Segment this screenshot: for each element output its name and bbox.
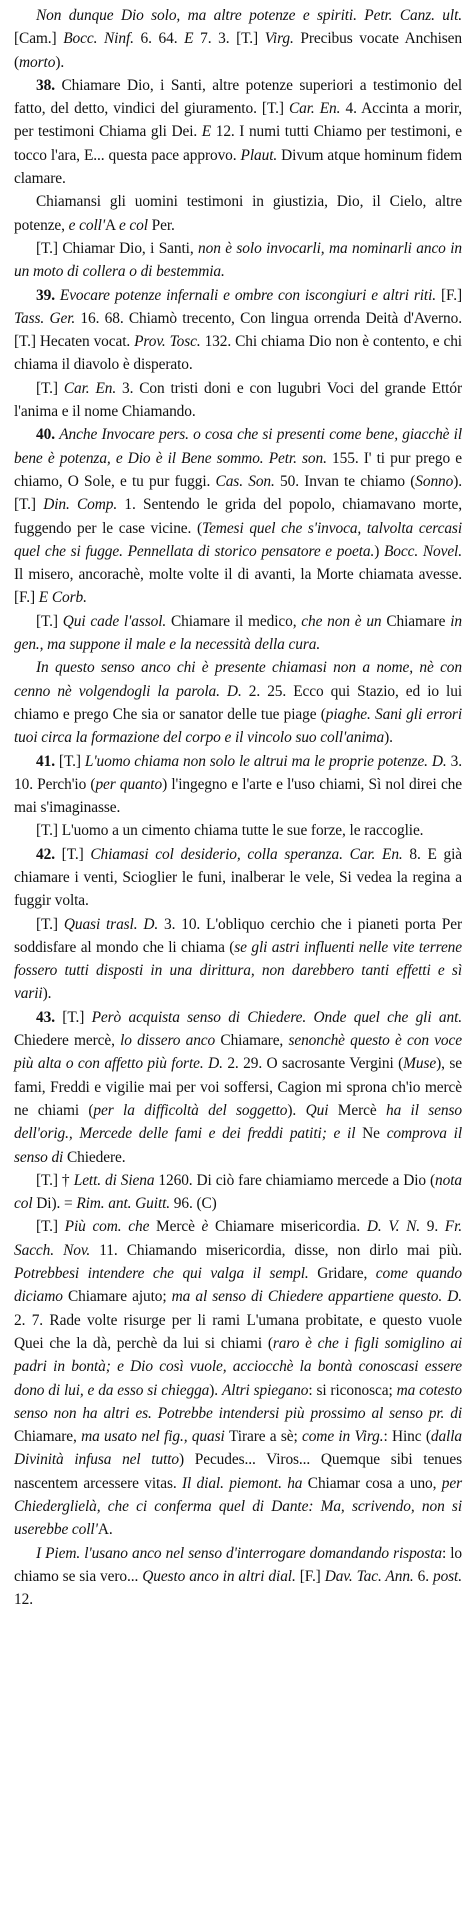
sense-number: 40. bbox=[36, 426, 60, 444]
entry-paragraph-p42 bbox=[14, 843, 462, 913]
text-run: 12. I numi tutti Chiamo per testimoni, e tocco l'ara, E... questa pace approvo. bbox=[14, 123, 462, 164]
text-run: se gli astri influenti nelle vite terrene fossero tutti disposti in una dirittura, non darebbero tanti effetti e sì varii bbox=[14, 938, 462, 1003]
text-run: Muse bbox=[403, 1055, 437, 1073]
text-run: Divum atque hominum fidem clamare. bbox=[14, 146, 462, 188]
text-run: Fr. Sacch. Nov. bbox=[14, 1218, 462, 1259]
text-run: 7. 3. [T.] bbox=[200, 30, 265, 48]
text-run: ha il senso dell'orig., bbox=[14, 1101, 462, 1143]
text-run: Tass. Ger. bbox=[14, 309, 81, 327]
text-run: per quanto bbox=[95, 775, 163, 793]
text-run: come in Virg. bbox=[301, 1428, 384, 1446]
text-run: E bbox=[201, 123, 216, 141]
text-run: e coll' bbox=[68, 216, 106, 234]
text-run: Potrebbesi intendere che qui valga il sempl. bbox=[14, 1265, 318, 1283]
text-run: [T.] bbox=[36, 379, 64, 397]
entry-paragraph-p38b bbox=[14, 190, 462, 237]
text-run: l'usano anco nel senso d'interrogare domandando risposta bbox=[84, 1544, 442, 1562]
text-run: che non è un bbox=[301, 612, 387, 630]
text-run: 9. bbox=[426, 1218, 445, 1236]
text-run: Gridare, bbox=[317, 1265, 376, 1283]
text-run: Però acquista senso di Chiedere. Onde quel che gli ant. bbox=[91, 1008, 462, 1026]
entry-paragraph-p42b bbox=[14, 913, 462, 1006]
text-run: 6. 64. bbox=[140, 30, 185, 48]
text-run: Di). = bbox=[36, 1195, 77, 1213]
text-run: 132. Chi chiama Dio non è contento, e chi chiama il diavolo è disperato. bbox=[14, 333, 462, 374]
text-run: Rim. ant. Guitt. bbox=[76, 1195, 174, 1213]
text-run: Chiamare bbox=[386, 612, 451, 630]
text-run: [T.] Chiamar Dio, i Santi, bbox=[36, 239, 199, 257]
text-run: 16. 68. Chiamò trecento, Con lingua orrenda Deità d'Averno. [T.] Hecaten vocat. bbox=[14, 309, 462, 351]
entry-paragraph-p39b bbox=[14, 377, 462, 424]
text-run: Plaut. bbox=[240, 146, 282, 164]
text-run: post. bbox=[432, 1567, 462, 1585]
text-run: Car. En. bbox=[288, 100, 346, 118]
text-run: 50. Invan te chiamo ( bbox=[280, 472, 416, 490]
entry-paragraph-p43d bbox=[14, 1542, 462, 1612]
text-run: 2. 25. Ecco qui Stazio, ed io lui chiamo e prego Che sia or sanator delle tue piage ( bbox=[14, 682, 463, 723]
text-run: : lo chiamo se sia vero... bbox=[14, 1544, 462, 1585]
text-run: 1260. Di ciò fare chiamiamo mercede a Dio ( bbox=[158, 1171, 436, 1189]
text-run: ). bbox=[384, 729, 393, 747]
text-run: 155. I' ti pur prego e chiamo, O Sole, e tu pur fuggi. bbox=[14, 449, 463, 490]
text-run: Chiamare, bbox=[220, 1032, 289, 1050]
text-run: Prov. Tosc. bbox=[134, 333, 205, 351]
text-run: e col bbox=[118, 216, 152, 234]
text-run: 12. bbox=[14, 1591, 33, 1609]
text-run: Chiamare Dio, i Santi, altre potenze superiori a testimonio del fatto, del detto, vindici del giuramento. [T.] bbox=[14, 76, 462, 118]
text-run: Ne bbox=[362, 1125, 387, 1143]
text-run: Questo anco in altri dial. bbox=[142, 1567, 300, 1585]
text-run: non è solo invocarli, ma nominarli anco in un moto di collera o di bestemmia. bbox=[14, 239, 462, 281]
text-run: ma al senso di Chiedere appartiene questo. D. bbox=[171, 1288, 462, 1306]
text-run: 6. bbox=[417, 1567, 433, 1585]
text-run: Mercede delle fami e dei freddi patiti; e il bbox=[79, 1125, 363, 1143]
text-run: 2. 29. O sacrosante Vergini ( bbox=[227, 1055, 404, 1073]
text-run: Car. En. bbox=[63, 379, 122, 397]
text-run: A. bbox=[97, 1521, 113, 1539]
text-run: Bocc. Ninf. bbox=[63, 30, 141, 48]
entry-paragraph-p0 bbox=[14, 4, 462, 74]
text-run: in gen., ma suppone il male e la necessità della cura. bbox=[14, 612, 462, 654]
text-run: Virg. bbox=[264, 30, 301, 48]
text-run: Dav. Tac. Ann. bbox=[324, 1567, 418, 1585]
text-run: lo dissero anco bbox=[120, 1032, 221, 1050]
text-run: [T.] † bbox=[36, 1171, 74, 1189]
text-run: Temesi quel che s'invoca, talvolta cercasi quel che si fugge. Pennellata di storico pensatore e poeta. bbox=[14, 519, 462, 560]
text-run: : Hinc ( bbox=[383, 1428, 431, 1446]
text-run: [Cam.] bbox=[14, 30, 64, 48]
text-run: 3. 10. Perch'io ( bbox=[14, 752, 462, 793]
text-run: morto bbox=[19, 53, 56, 71]
text-run: ma usato nel fig., quasi bbox=[81, 1428, 230, 1446]
text-run: Din. Comp. bbox=[43, 496, 125, 514]
text-run: Chiamare il medico, bbox=[170, 612, 302, 630]
text-run: Il dial. piemont. ha bbox=[181, 1474, 308, 1492]
entry-paragraph-p38c bbox=[14, 237, 462, 284]
entry-paragraph-p40c bbox=[14, 656, 462, 749]
text-run: raro è che i figli somiglino ai padri in bontà; e Dio così vuole, acciocchè la bontà conoscasi essere dono di lui, e da esso si chiegga bbox=[14, 1334, 463, 1399]
text-run: ). bbox=[209, 1381, 222, 1399]
text-run: senonchè questo è con voce più alta o con affetto più forte. D. bbox=[14, 1032, 462, 1073]
text-run: ). [T.] bbox=[14, 472, 463, 514]
text-run: nota col bbox=[14, 1171, 462, 1213]
entry-paragraph-p40 bbox=[14, 423, 462, 609]
text-run: 96. (C) bbox=[173, 1195, 217, 1213]
text-run: per la difficoltà del soggetto bbox=[93, 1101, 288, 1119]
text-run: Cas. Son. bbox=[215, 472, 281, 490]
text-run: 3. 10. L'obliquo cerchio che i pianeti porta Per soddisfare al mondo che li chiama ( bbox=[14, 915, 462, 956]
text-run: L'uomo chiama non solo le altrui ma le proprie potenze. D. bbox=[84, 752, 451, 770]
text-run: Chiamare misericordia. bbox=[214, 1218, 367, 1236]
text-run: 1. Sentendo le grida del popolo, chiamavano morte, fuggendo per le case vicine. ( bbox=[14, 496, 462, 537]
text-run: Chiedere mercè, bbox=[14, 1032, 121, 1050]
text-run: 3. Con tristi doni e con lugubri Voci del grande Ettór l'anima e il nome Chiamando. bbox=[14, 379, 462, 421]
text-run: [T.] L'uomo a un cimento chiama tutte le sue forze, le raccoglie. bbox=[36, 822, 424, 840]
text-run: ). bbox=[55, 53, 65, 71]
text-run: ) bbox=[374, 542, 384, 560]
text-run: [F.] bbox=[440, 286, 463, 304]
text-run: ma cotesto senso non ha altri es. Potrebbe intendersi più prossimo al senso pr. di bbox=[14, 1381, 462, 1422]
text-run: Chiamar cosa a uno, bbox=[307, 1474, 442, 1492]
text-run: [T.] bbox=[62, 1008, 92, 1026]
entry-paragraph-p41 bbox=[14, 750, 462, 820]
text-run: Chiamansi gli uomini testimoni in giustizia, Dio, il Cielo, altre potenze, bbox=[14, 193, 462, 234]
text-run: Più com. che bbox=[64, 1218, 156, 1236]
text-run: Chiamasi col desiderio, colla speranza. Car. En. bbox=[90, 845, 410, 863]
sense-number: 41. bbox=[36, 752, 59, 770]
text-run: 11. Chiamando misericordia, disse, non dirlo mai più. bbox=[99, 1241, 463, 1259]
text-run: [T.] bbox=[58, 752, 85, 770]
text-run: In questo senso anco chi è presente chiamasi non a nome, nè con cenno nè volgendogli la parola. D. bbox=[14, 659, 462, 700]
text-run: Evocare potenze infernali e ombre con iscongiuri e altri riti. bbox=[59, 286, 441, 304]
text-run: dalla Divinità infusa nel tutto bbox=[14, 1428, 462, 1469]
text-run: 8. E già chiamare i venti, Scioglier le funi, inalberar le vele, Si vedea la regina a fuggir volta. bbox=[14, 845, 462, 910]
text-run: Quasi trasl. D. bbox=[63, 915, 164, 933]
text-run: 2. 7. Rade volte risurge per li rami L'umana probitate, e questo vuole Quei che la dà, perchè da lui si chiami ( bbox=[14, 1311, 462, 1352]
text-run: Qui cade l'assol. bbox=[62, 612, 171, 630]
text-run: Chiedere. bbox=[66, 1148, 126, 1166]
text-run: E Corb. bbox=[38, 589, 87, 607]
text-run: 4. Accinta a morir, per testimoni Chiama gli Dei. bbox=[14, 100, 462, 141]
text-run: Mercè bbox=[156, 1218, 202, 1236]
entry-paragraph-p40b bbox=[14, 610, 462, 657]
sense-number: 43. bbox=[36, 1008, 63, 1026]
text-run: Precibus vocate Anchisen ( bbox=[14, 30, 462, 71]
text-run: D. V. N. bbox=[366, 1218, 427, 1236]
entry-paragraph-p41b bbox=[14, 819, 462, 842]
text-run: ) Pecudes... Viros... Quemque sibi tenues nascentem arcessere vitas. bbox=[14, 1451, 462, 1492]
text-run: ). bbox=[42, 985, 52, 1003]
text-run: [T.] bbox=[36, 612, 63, 630]
text-run: Mercè bbox=[337, 1101, 386, 1119]
text-run: Lett. di Siena bbox=[73, 1171, 159, 1189]
sense-number: 42. bbox=[36, 845, 62, 863]
text-run: Sonno bbox=[415, 472, 454, 490]
text-run: I Piem. bbox=[36, 1544, 85, 1562]
text-run: [T.] bbox=[36, 1218, 65, 1236]
text-run: Bocc. Novel. bbox=[383, 542, 462, 560]
text-run: [F.] bbox=[299, 1567, 325, 1585]
text-run: E bbox=[184, 30, 201, 48]
text-run: Chiamare, bbox=[14, 1428, 82, 1446]
text-run: comprova il senso di bbox=[14, 1125, 462, 1166]
text-run: [T.] bbox=[36, 915, 64, 933]
text-run: ) l'ingegno e l'arte e l'uso chiami, Sì nol direi che mai s'imaginasse. bbox=[14, 775, 462, 817]
entry-paragraph-p38 bbox=[14, 74, 462, 190]
text-run: ). bbox=[287, 1101, 306, 1119]
text-run: per Chiederglielà, che ci conferma quel di Dante: Ma, scrivendo, non si userebbe coll' bbox=[14, 1474, 462, 1539]
text-run: Chiamare ajuto; bbox=[67, 1288, 172, 1306]
text-run: Tirare a sè; bbox=[229, 1428, 302, 1446]
text-run: Altri spiegano bbox=[221, 1381, 309, 1399]
entry-paragraph-p43b bbox=[14, 1169, 462, 1216]
text-run: Anche Invocare pers. o cosa che si presenti come bene, giacchè il bene è potenza, e Dio è il Bene sommo. Petr. son. bbox=[14, 426, 463, 467]
sense-number: 39. bbox=[36, 286, 60, 304]
text-run: Qui bbox=[305, 1101, 338, 1119]
text-run: : si riconosca; bbox=[308, 1381, 397, 1399]
text-run: [T.] bbox=[61, 845, 91, 863]
entry-paragraph-p43 bbox=[14, 1006, 462, 1169]
sense-number: 38. bbox=[36, 76, 62, 94]
text-run: è bbox=[201, 1218, 215, 1236]
text-run: ), se fami, Freddi e vigilie mai per voi soffersi, Cagion mi sprona ch'io mercè ne chiami ( bbox=[14, 1055, 462, 1119]
entry-paragraph-p39 bbox=[14, 284, 462, 377]
entry-paragraph-p43c bbox=[14, 1215, 462, 1541]
text-run: piaghe. Sani gli errori tuoi circa la formazione del corpo e il vincolo suo coll'anima bbox=[14, 705, 462, 747]
text-run: come quando diciamo bbox=[14, 1265, 462, 1306]
text-run: A bbox=[105, 216, 119, 234]
text-run: Non dunque Dio solo, ma altre potenze e spiriti. Petr. Canz. ult. bbox=[36, 7, 462, 24]
text-run: Per. bbox=[151, 216, 175, 234]
text-run: Il misero, ancorachè, molte volte il di avanti, la Morte chiamata avesse. [F.] bbox=[14, 566, 462, 607]
